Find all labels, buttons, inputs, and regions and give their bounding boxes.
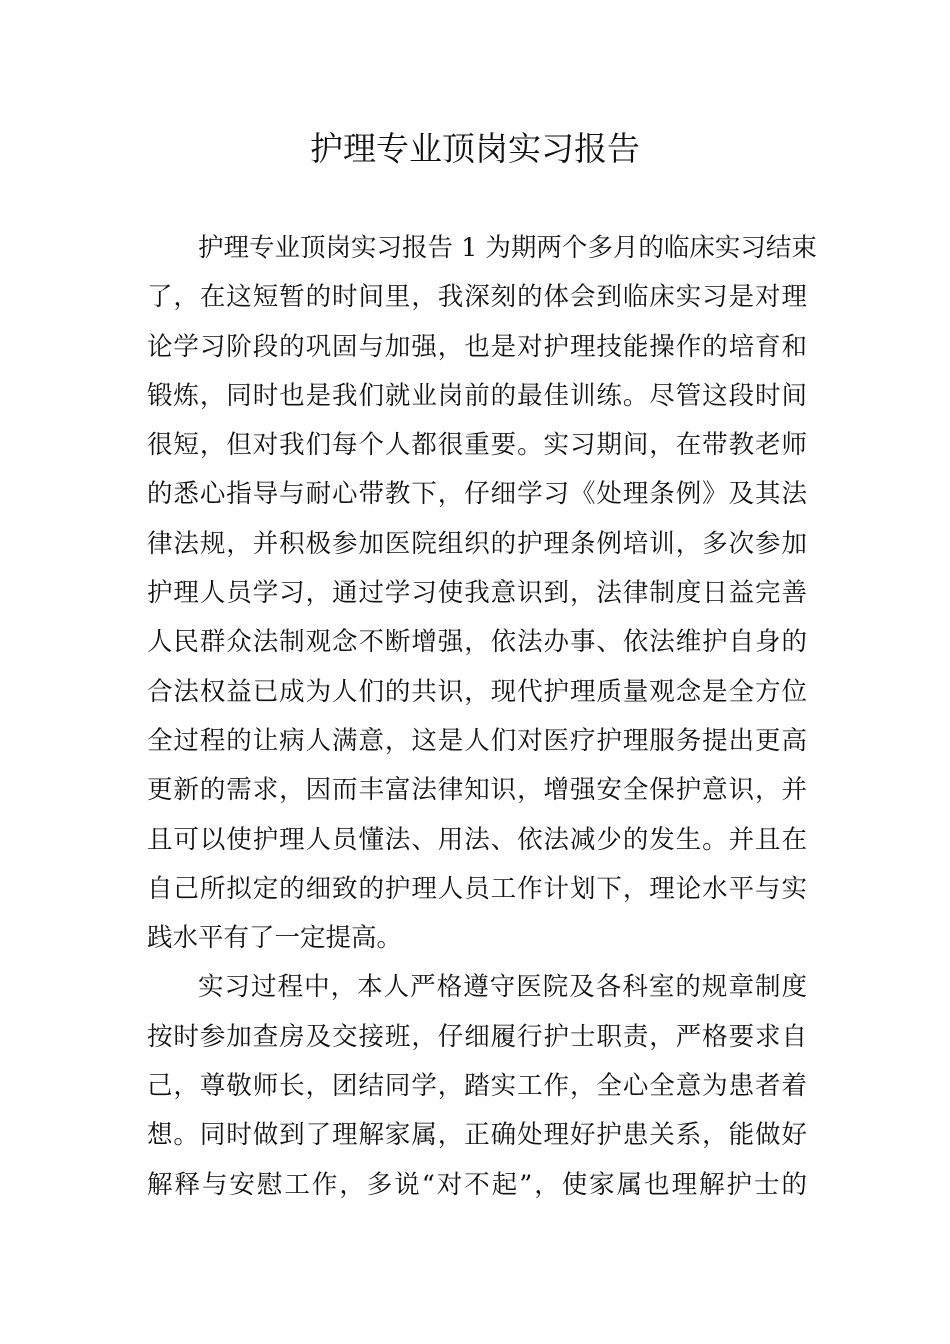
paragraph-line: 护理专业顶岗实习报告 1 为期两个多月的临床实习结束 xyxy=(198,233,817,263)
paragraph-line: 律法规，并积极参加医院组织的护理条例培训，多次参加 xyxy=(147,528,807,559)
paragraph-line: 锻炼，同时也是我们就业岗前的最佳训练。尽管这段时间 xyxy=(147,380,807,411)
paragraph-line: 按时参加查房及交接班，仔细履行护士职责，严格要求自 xyxy=(147,1021,807,1052)
paragraph-line: 的悉心指导与耐心带教下，仔细学习《处理条例》及其法 xyxy=(147,479,807,510)
paragraph-line: 全过程的让病人满意，这是人们对医疗护理服务提出更高 xyxy=(147,725,807,756)
paragraph-line: 实习过程中，本人严格遵守医院及各科室的规章制度 xyxy=(198,972,807,1003)
paragraph-line: 更新的需求，因而丰富法律知识，增强安全保护意识，并 xyxy=(147,775,807,806)
paragraph-line: 且可以使护理人员懂法、用法、依法减少的发生。并且在 xyxy=(147,824,807,855)
paragraph-line: 论学习阶段的巩固与加强，也是对护理技能操作的培育和 xyxy=(147,331,807,362)
paragraph-2 xyxy=(147,963,807,1209)
document-title: 护理专业顶岗实习报告 xyxy=(310,129,640,168)
paragraph-line: 想。同时做到了理解家属，正确处理好护患关系，能做好 xyxy=(147,1120,807,1151)
paragraph-line: 己，尊敬师长，团结同学，踏实工作，全心全意为患者着 xyxy=(147,1071,807,1102)
paragraph-line: 自己所拟定的细致的护理人员工作计划下，理论水平与实 xyxy=(147,873,807,904)
paragraph-line: 解释与安慰工作，多说“对不起”，使家属也理解护士的 xyxy=(147,1169,807,1200)
document-body xyxy=(147,224,817,1210)
paragraph-line: 践水平有了一定提高。 xyxy=(147,923,403,954)
paragraph-line: 护理人员学习，通过学习使我意识到，法律制度日益完善 xyxy=(147,578,807,609)
paragraph-line: 很短，但对我们每个人都很重要。实习期间，在带教老师 xyxy=(147,430,807,461)
paragraph-line: 了，在这短暂的时间里，我深刻的体会到临床实习是对理 xyxy=(147,282,807,313)
paragraph-line: 合法权益已成为人们的共识，现代护理质量观念是全方位 xyxy=(147,676,807,707)
paragraph-line: 人民群众法制观念不断增强，依法办事、依法维护自身的 xyxy=(147,627,807,658)
paragraph-1 xyxy=(147,224,817,963)
